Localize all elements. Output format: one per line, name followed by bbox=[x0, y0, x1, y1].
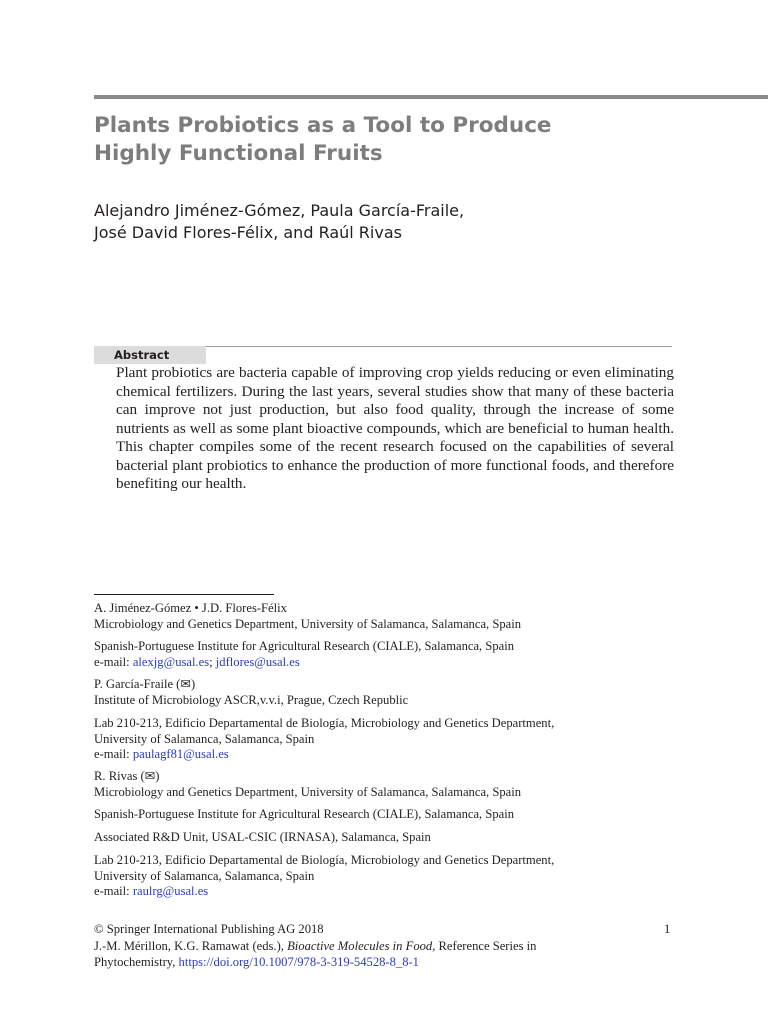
affiliation-block-3c bbox=[94, 830, 694, 846]
citation-line bbox=[94, 954, 674, 971]
affiliation-block-1 bbox=[94, 601, 694, 632]
affiliation-block-3 bbox=[94, 769, 694, 800]
abstract-label: Abstract bbox=[94, 346, 206, 364]
email-label: e-mail: bbox=[94, 884, 133, 899]
email-line bbox=[94, 884, 694, 900]
affiliation-block-2b bbox=[94, 716, 694, 763]
affiliation-line: Associated R&D Unit, USAL-CSIC (IRNASA), Salamanca, Spain bbox=[94, 830, 431, 844]
author-list bbox=[94, 200, 694, 244]
email-link[interactable]: alexjg@usal.es bbox=[132, 654, 210, 669]
author-name-close: ) bbox=[190, 677, 196, 691]
envelope-icon: ✉ bbox=[144, 769, 156, 783]
affiliation-line: Institute of Microbiology ASCR,v.v.i, Prague, Czech Republic bbox=[94, 692, 409, 707]
affiliation-block-3d bbox=[94, 853, 694, 900]
affiliation-line: Lab 210-213, Edificio Departamental de Biología, Microbiology and Genetics Department, bbox=[94, 853, 555, 867]
author-name-close: ) bbox=[155, 769, 160, 783]
affiliation-line: Spanish-Portuguese Institute for Agricultural Research (CIALE), Salamanca, Spain bbox=[94, 639, 515, 653]
email-link[interactable]: paulagf81@usal.es bbox=[132, 747, 229, 762]
email-line bbox=[94, 655, 694, 671]
author-name: P. García-Fraile ( bbox=[94, 677, 181, 691]
series-name: Phytochemistry, bbox=[94, 955, 179, 969]
email-link[interactable]: jdflores@usal.es bbox=[215, 654, 300, 669]
affiliation-names bbox=[94, 677, 694, 693]
doi-link[interactable]: https://doi.org/10.1007/978-3-319-54528-8_8-1 bbox=[178, 955, 419, 969]
email-line bbox=[94, 747, 694, 763]
author-line: José David Flores-Félix, and Raúl Rivas bbox=[94, 223, 402, 242]
email-label: e-mail: bbox=[94, 747, 133, 762]
affiliation-block-2 bbox=[94, 677, 694, 708]
envelope-icon: ✉ bbox=[180, 677, 191, 691]
email-label: e-mail: bbox=[94, 654, 133, 669]
email-separator: ; bbox=[209, 654, 216, 669]
chapter-title bbox=[94, 112, 694, 168]
abstract-text: Plant probiotics are bacteria capable of improving crop yields reducing or even eliminating chemical fertilizers. During the last years, several studies show that many of these bacteria can improve not just production, but also food quality, through the increase of some nutrients as well as some plant bioactive compounds, which are beneficial to human health. This chapter compiles some of the recent research focused on the capabilities of several bacterial plant probiotics to enhance the production of more functional foods, and therefore benefiting our health. bbox=[116, 364, 674, 492]
author-line: Alejandro Jiménez-Gómez, Paula García-Fraile, bbox=[94, 201, 465, 220]
affiliation-names: A. Jiménez-Gómez • J.D. Flores-Félix bbox=[94, 601, 287, 615]
affiliation-line: Microbiology and Genetics Department, University of Salamanca, Salamanca, Spain bbox=[94, 616, 522, 631]
affiliation-line: Spanish-Portuguese Institute for Agricultural Research (CIALE), Salamanca, Spain bbox=[94, 807, 515, 821]
copyright-line: © Springer International Publishing AG 2018 bbox=[94, 922, 324, 936]
affiliation-line: University of Salamanca, Salamanca, Spain bbox=[94, 731, 315, 746]
page-number: 1 bbox=[664, 922, 671, 936]
affiliation-line: Lab 210-213, Edificio Departamental de Biología, Microbiology and Genetics Department, bbox=[94, 716, 555, 730]
affiliation-block-3b bbox=[94, 807, 694, 823]
citation-line bbox=[94, 938, 674, 955]
editors: J.-M. Mérillon, K.G. Ramawat (eds.), bbox=[94, 938, 288, 953]
affiliation-line: University of Salamanca, Salamanca, Spain bbox=[94, 868, 315, 883]
footnote-rule bbox=[94, 594, 274, 595]
email-link[interactable]: raulrg@usal.es bbox=[132, 884, 209, 899]
affiliation-names bbox=[94, 769, 694, 785]
affiliation-line: Microbiology and Genetics Department, University of Salamanca, Salamanca, Spain bbox=[94, 784, 522, 799]
chapter-title-line: Plants Probiotics as a Tool to Produce bbox=[94, 113, 552, 138]
book-title: Bioactive Molecules in Food bbox=[287, 938, 433, 953]
chapter-title-line: Highly Functional Fruits bbox=[94, 141, 383, 166]
top-rule bbox=[94, 95, 768, 99]
publication-footer bbox=[94, 921, 674, 971]
author-name: R. Rivas ( bbox=[94, 769, 145, 783]
affiliation-block-1b bbox=[94, 639, 694, 670]
series: , Reference Series in bbox=[432, 938, 537, 953]
